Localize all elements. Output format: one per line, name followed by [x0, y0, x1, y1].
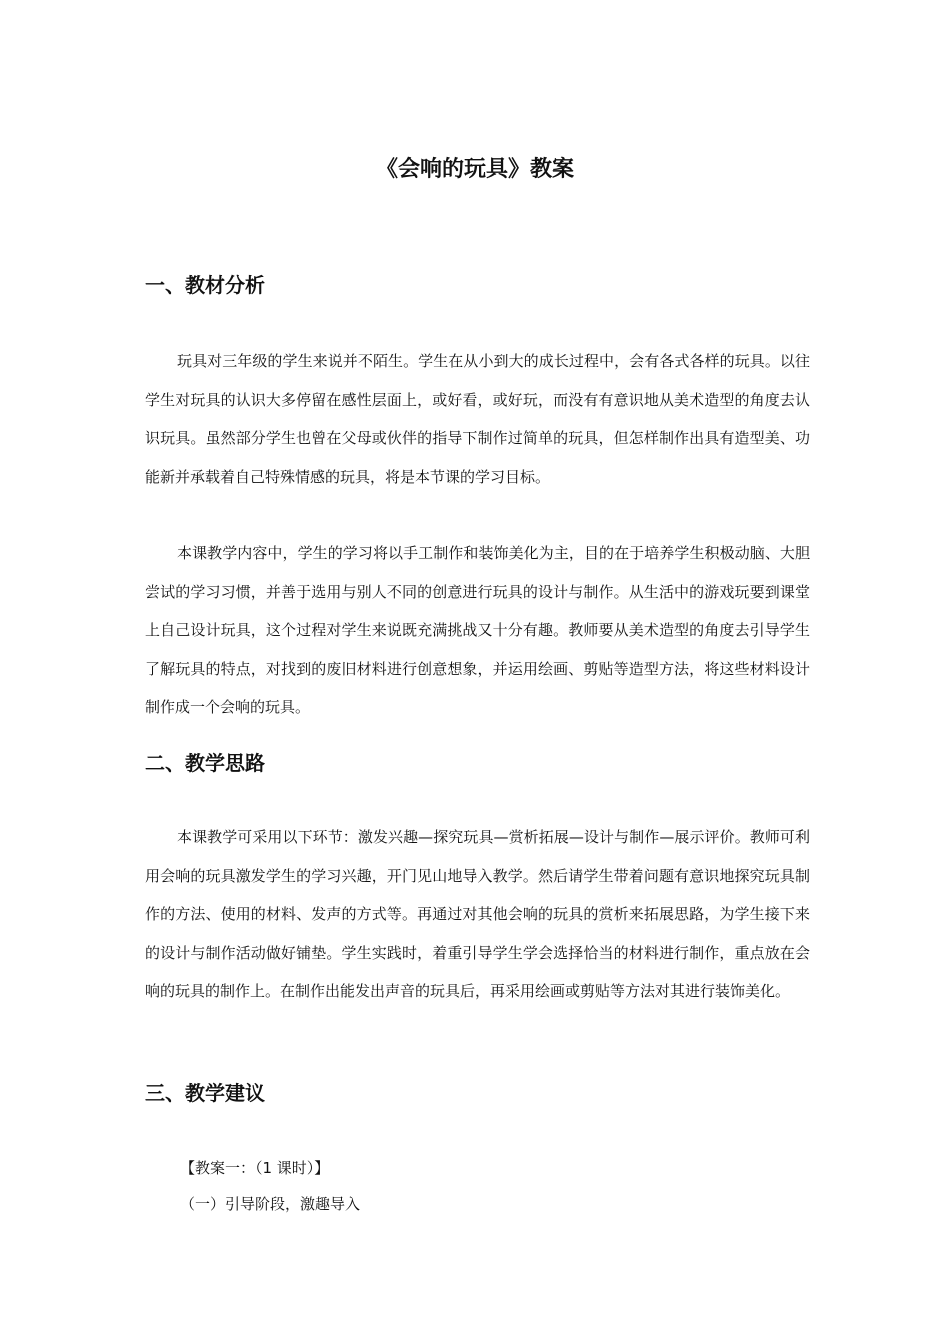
paragraph: 本课教学内容中，学生的学习将以手工制作和装饰美化为主，目的在于培养学生积极动脑、大胆尝试的学习习惯，并善于选用与别人不同的创意进行玩具的设计与制作。从生活中的游戏玩要到课堂上自己设计玩具，这个过程对学生来说既充满挑战又十分有趣。教师要从美术造型的角度去引导学生了解玩具的特点，对找到的废旧材料进行创意想象，并运用绘画、剪贴等造型方法，将这些材料设计制作成一个会响的玩具。: [145, 544, 810, 716]
stage-title: （一）引导阶段，激趣导入: [180, 1195, 361, 1213]
section-heading-teaching-suggestions: 三、教学建议: [145, 1081, 265, 1105]
document-title: 《会响的玩具》教案: [375, 157, 574, 182]
paragraph: 玩具对三年级的学生来说并不陌生。学生在从小到大的成长过程中，会有各式各样的玩具。以往学生对玩具的认识大多停留在感性层面上，或好看，或好玩，而没有有意识地从美术造型的角度去认识玩具。虽然部分学生也曾在父母或伙伴的指导下制作过简单的玩具，但怎样制作出具有造型美、功能新并承载着自己特殊情感的玩具，将是本节课的学习目标。: [145, 352, 810, 486]
lesson-plan-title: 【教案一：（1 课时）】: [180, 1159, 330, 1177]
section-heading-teaching-approach: 二、教学思路: [145, 751, 265, 775]
paragraph: 本课教学可采用以下环节：激发兴趣—探究玩具—赏析拓展—设计与制作—展示评价。教师可利用会响的玩具激发学生的学习兴趣，开门见山地导入教学。然后请学生带着问题有意识地探究玩具制作的方法、使用的材料、发声的方式等。再通过对其他会响的玩具的赏析来拓展思路，为学生接下来的设计与制作活动做好铺垫。学生实践时，着重引导学生学会选择恰当的材料进行制作，重点放在会响的玩具的制作上。在制作出能发出声音的玩具后，再采用绘画或剪贴等方法对其进行装饰美化。: [145, 828, 810, 1000]
section-heading-textbook-analysis: 一、教材分析: [145, 273, 265, 297]
